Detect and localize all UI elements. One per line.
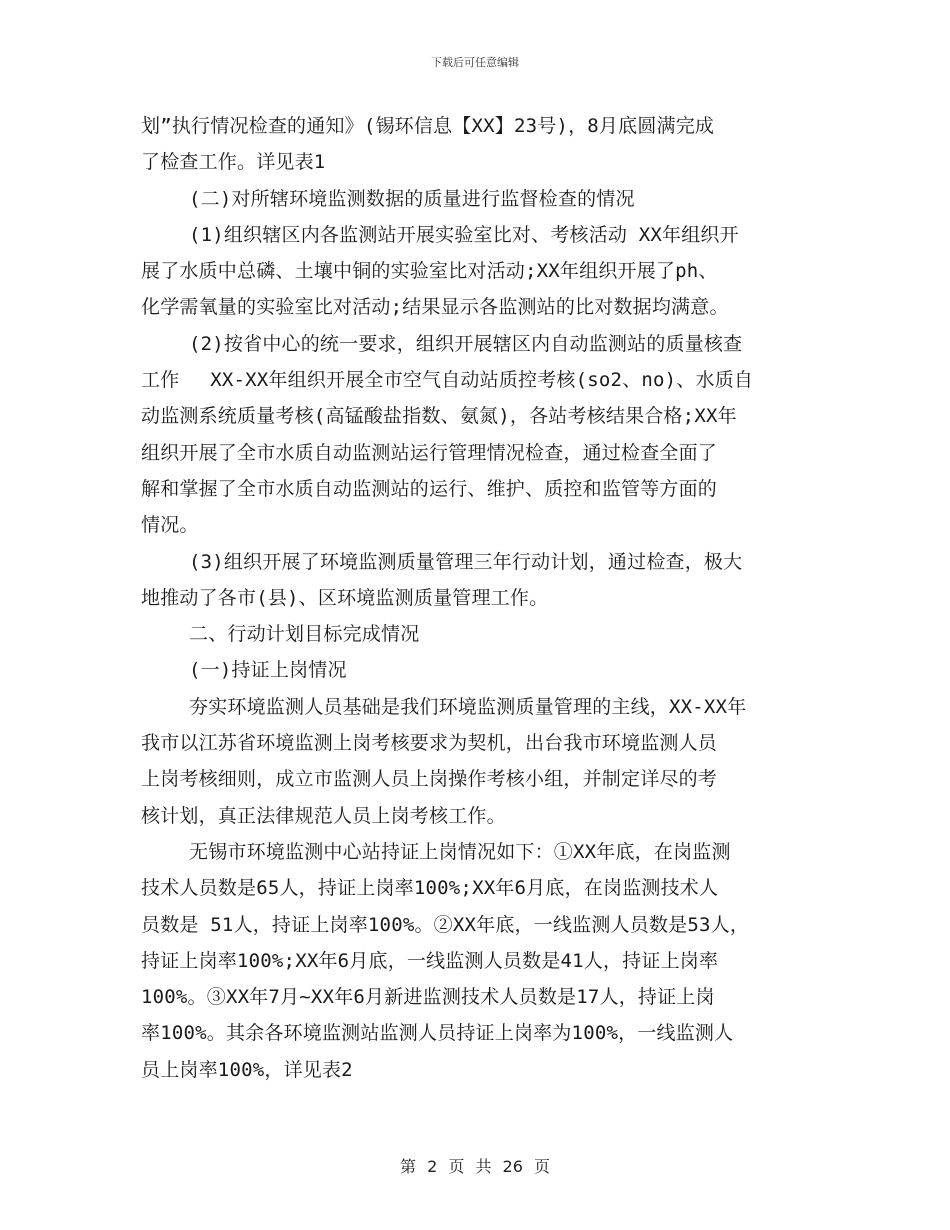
text-line: 展了水质中总磷、土壤中铜的实验室比对活动;XX年组织开展了ph、 <box>141 260 718 283</box>
text-line: 率100%。其余各环境监测站监测人员持证上岗率为100%，一线监测人 <box>141 1022 734 1045</box>
page-header: 下载后可任意编辑 <box>431 56 519 69</box>
text-line: 组织开展了全市水质自动监测站运行管理情况检查，通过检查全面了 <box>141 441 718 464</box>
text-line: 化学需氧量的实验室比对活动;结果显示各监测站的比对数据均满意。 <box>141 296 729 319</box>
page-footer: 第 2 页 共 26 页 <box>400 1157 550 1176</box>
text-line: 动监测系统质量考核(高锰酸盐指数、氨氮)，各站考核结果合格;XX年 <box>141 405 737 428</box>
text-line: (3)组织开展了环境监测质量管理三年行动计划，通过检查，极大 <box>189 550 743 573</box>
text-line: 我市以江苏省环境监测上岗考核要求为契机，出台我市环境监测人员 <box>141 732 718 755</box>
text-line: 二、行动计划目标完成情况 <box>189 623 420 646</box>
text-line: (二)对所辖环境监测数据的质量进行监督检查的情况 <box>189 187 635 210</box>
text-line: 夯实环境监测人员基础是我们环境监测质量管理的主线，XX-XX年 <box>189 695 747 718</box>
document-body <box>141 112 816 1092</box>
text-line: 无锡市环境监测中心站持证上岗情况如下：①XX年底，在岗监测 <box>189 840 731 863</box>
text-line: 了检查工作。详见表1 <box>141 151 326 174</box>
text-line: 划”执行情况检查的通知》(锡环信息【XX】23号)，8月底圆满完成 <box>141 115 715 137</box>
text-line: 持证上岗率100%;XX年6月底，一线监测人员数是41人，持证上岗率 <box>141 949 719 972</box>
text-line: (2)按省中心的统一要求，组织开展辖区内自动监测站的质量核查 <box>189 332 743 355</box>
text-line: 情况。 <box>141 514 199 537</box>
text-line: 核计划，真正法律规范人员上岗考核工作。 <box>141 804 506 827</box>
text-line: 100%。③XX年7月~XX年6月新进监测技术人员数是17人，持证上岗 <box>141 986 715 1009</box>
text-line: 地推动了各市(县)、区环境监测质量管理工作。 <box>141 586 549 609</box>
text-line: (1)组织辖区内各监测站开展实验室比对、考核活动 XX年组织开 <box>189 223 739 246</box>
text-line: 解和掌握了全市水质自动监测站的运行、维护、质控和监管等方面的 <box>141 477 718 500</box>
text-line: (一)持证上岗情况 <box>189 659 347 682</box>
text-line: 员数是 51人，持证上岗率100%。②XX年底，一线监测人员数是53人， <box>141 913 750 936</box>
text-line: 工作 XX-XX年组织开展全市空气自动站质控考核(so2、no)、水质自 <box>141 369 754 392</box>
text-line: 员上岗率100%，详见表2 <box>141 1058 353 1081</box>
text-line: 上岗考核细则，成立市监测人员上岗操作考核小组，并制定详尽的考 <box>141 768 718 791</box>
text-line: 技术人员数是65人，持证上岗率100%;XX年6月底，在岗监测技术人 <box>141 877 719 900</box>
